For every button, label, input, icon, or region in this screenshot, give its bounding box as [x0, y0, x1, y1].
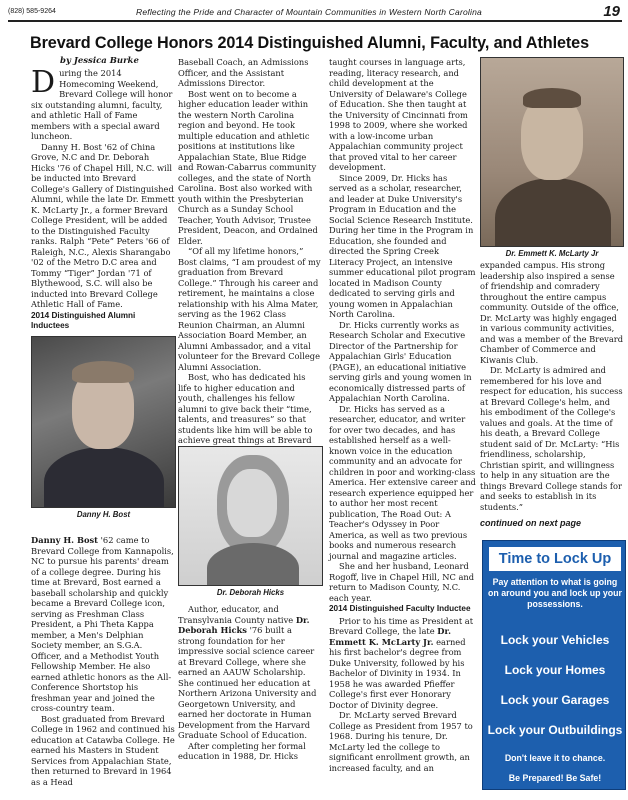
header-tagline: Reflecting the Pride and Character of Mountain Communities in Western North Carolina: [136, 7, 482, 17]
ad-garages: Lock your Garages: [500, 693, 610, 707]
paragraph: [31, 535, 175, 714]
paragraph: Dr. Hicks has served as a researcher, educator, and writer for over two decades, and has established herself as a well-known voice in the education community and an advocate for children in poor and working-class America. Her extensive career and research experience equipped her to author her most recent publication, The Road Out: A Teacher's Odyssey in Poor America, as well as two previous books and numerous research journal and magazine articles.: [329, 403, 476, 561]
photo-suit: [495, 178, 611, 247]
subhead-alumni: 2014 Distinguished Alumni Inductees: [31, 310, 136, 330]
paragraph: taught courses in language arts, reading, literacy research, and child development at the University of Delaware's College of Education. She then taught at the University of Cincinnati from 1998 to 2009, where she worked with a low-income urban Appalachian community project that proved vital to her career development.: [329, 57, 468, 172]
ad-intro: Pay attention to what is going on around you and lock up your possessions.: [488, 577, 622, 609]
paragraph: Dr. McLarty is admired and remembered for his love and respect for education, his success at Brevard College's helm, and his embodiment of the College's values and goals. At the time of his death, a Brevard College student said of Dr. McLarty: “His friendliness, scholarship, Christian spirit, and willingness to help in any situation are the things Brevard College stands for and seeks to establish in its students.”: [480, 365, 623, 512]
name-bost: Danny H. Bost: [31, 535, 99, 545]
ad-homes: Lock your Homes: [504, 663, 606, 677]
column-2-bottom: [178, 604, 321, 762]
paragraph: Since 2009, Dr. Hicks has served as a scholar, researcher, and leader at Duke University's Program in Education and the Social Science Research Institute. During her time in the Program in Education, she founded and directed the Spring Creek Literacy Project, an intensive summer educational pilot program located in Madison County dedicated to serving girls and young women in Appalachian North Carolina.: [329, 172, 476, 319]
photo-face: [227, 469, 277, 537]
name-mclarty: Dr. Emmett K. McLarty Jr.: [329, 626, 451, 647]
paragraph: [329, 616, 476, 711]
article-byline: by Jessica Burke: [60, 56, 139, 66]
drop-cap: D: [31, 65, 56, 100]
caption-hicks: Dr. Deborah Hicks: [216, 588, 285, 597]
subhead-faculty: 2014 Distinguished Faculty Inductee: [329, 604, 471, 613]
caption-mclarty: Dr. Emmett K. McLarty Jr: [505, 249, 599, 258]
column-4: [480, 260, 624, 512]
page-header: [8, 4, 622, 20]
column-1-bottom: [31, 535, 175, 787]
paragraph: [178, 604, 321, 741]
caption-bost: Danny H. Bost: [76, 510, 131, 519]
paragraph: She and her husband, Leonard Rogoff, live in Chapel Hill, NC and return to Madison County, N.C. each year.: [329, 561, 475, 603]
photo-danny-bost: [31, 336, 176, 508]
photo-shoulders: [207, 543, 299, 586]
photo-hair: [72, 361, 134, 383]
intro-text: uring the 2014 Homecoming Weekend, Brevard College will honor six outstanding alumni, faculty, and athletic Hall of Fame members with a special award luncheon.: [31, 68, 173, 141]
ad-title: Time to Lock Up: [489, 547, 621, 571]
paragraph-text: Prior to his time as President at Brevard College, the late: [329, 615, 474, 636]
column-1-top: [31, 65, 175, 333]
header-rule: [8, 20, 622, 22]
column-2-top: [178, 57, 321, 456]
header-phone: (828) 585-9264: [8, 8, 56, 15]
paragraph: Bost went on to become a higher education leader within the western North Carolina region and beyond. He took multiple education and athletic positions at institutions like Appalachian State, Blue Ridge and Rowan-Cabarrus community colleges, and the state of North Carolina. Bost also worked with youth within the Presbyterian Church as a Sunday School Teacher, Youth Advisor, Trustee President, Deacon, and Ordained Elder.: [178, 88, 318, 246]
paragraph: expanded campus. His strong leadership also inspired a sense of friendship and comradery throughout the entire campus community. Outside of the office, Dr. McLarty was highly engaged in various community activities, and was a member of the Brevard Chamber of Commerce and Kiwanis Club.: [480, 260, 624, 365]
paragraph: Bost, who has dedicated his life to higher education and youth, challenges his fellow alumni to give back their “time, talents, and treasures” so that students like him will be able to achieve great things at Brevard: [178, 372, 313, 445]
paragraph: Danny H. Bost '62 of China Grove, N.C and Dr. Deborah Hicks '76 of Chapel Hill, N.C. will be inducted into Brevard College's Gallery of Distinguished Alumni, while the late Dr. Emmett K. McLarty Jr., a former Brevard College President, will be added to the Distinguished Faculty ranks. Ralph “Pete” Peters '66 of Raleigh, N.C., Alexis Sharangabo '02 of the Metro D.C area and Tommy “Tiger” Jordan '71 of Blythewood, S.C. will also be inducted into Brevard College Athletic Hall of Fame.: [31, 141, 175, 309]
photo-hair: [523, 88, 581, 108]
continued-note: continued on next page: [480, 518, 582, 528]
name-hicks: Dr. Deborah Hicks: [178, 614, 310, 635]
column-3: [329, 57, 476, 773]
paragraph: After completing her formal education in 1988, Dr. Hicks: [178, 740, 306, 761]
paragraph: “Of all my lifetime honors,” Bost claims, “I am proudest of my graduation from Brevard College.” Through his career and retirement, he maintains a close relationship with his Alma Mater, serving as the 1962 Class Reunion Chairman, an Alumni Association Board Member, an Alumni Ambassador, and a vital volunteer for the Brevard College Alumni Association.: [178, 246, 321, 372]
photo-suit: [44, 447, 164, 508]
paragraph: Baseball Coach, an Admissions Officer, and the Assistant Admissions Director.: [178, 57, 309, 88]
page-number: 19: [603, 3, 620, 20]
paragraph-text: '76 built a strong foundation for her impressive social science career at Brevard College, where she earned an AAUW Scholarship. She continued her education at Northern Arizona University and Georgetown University, and earned her doctorate in Human Development from the Harvard Graduate School of Education.: [178, 625, 317, 740]
paragraph: Bost graduated from Brevard College in 1962 and continued his education at Catawba College. He earned his Masters in Student Services from Appalachian State, then returned to Brevard in 1964 as a Head: [31, 713, 175, 787]
paragraph: Dr. Hicks currently works as Research Scholar and Executive Director of the Partnership for Appalachian Girls' Education (PAGE), an educational initiative serving girls and young women in economically distressed parts of Appalachian North Carolina.: [329, 319, 472, 403]
ad-vehicles: Lock your Vehicles: [500, 633, 610, 647]
intro-paragraph: [31, 65, 175, 142]
photo-deborah-hicks: [178, 446, 323, 586]
article-headline: Brevard College Honors 2014 Distinguished Alumni, Faculty, and Athletes: [30, 34, 589, 52]
ad-chance: Don't leave it to chance.: [504, 753, 606, 763]
ad-outbuildings: Lock your Outbuildings: [487, 723, 623, 737]
ad-safe: Be Prepared! Be Safe!: [508, 773, 602, 783]
paragraph-text: Author, educator, and Transylvania County native: [178, 604, 296, 625]
paragraph: Dr. McLarty served Brevard College as President from 1957 to 1968. During his tenure, Dr. McLarty led the college to significant enrollment growth, an increased faculty, and an: [329, 710, 473, 773]
photo-emmett-mclarty: [480, 57, 624, 247]
lock-up-advertisement: [482, 540, 626, 790]
paragraph-text: earned his first bachelor's degree from Duke University, followed by his Bachelor of Divinity in 1934. In 1958 he was awarded Pfieffer College's first ever Honorary Doctor of Divinity degree.: [329, 636, 466, 710]
paragraph-text: '62 came to Brevard College from Kannapolis, NC to pursue his parents' dream of a college degree. During his time at Brevard, Bost earned a baseball scholarship and quickly became a Brevard College icon, serving as Freshman Class President, a Phi Theta Kappa member, a Men's Delphian Society member, an S.G.A. Officer, and a Methodist Youth Fellowship Member. He also earned athletic honors as the All-Conference Shortstop his freshman year and joined the cross-country team.: [31, 535, 174, 713]
